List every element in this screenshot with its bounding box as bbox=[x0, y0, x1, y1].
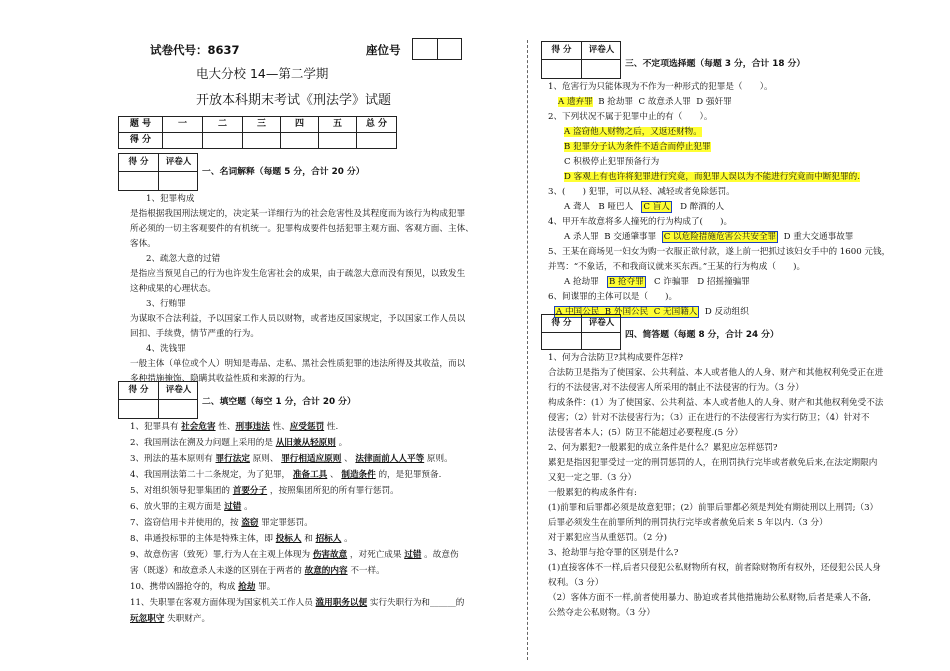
blank-answer: 过错 bbox=[404, 550, 422, 560]
section2-title: 二、填空题（每空 1 分，合计 20 分） bbox=[202, 397, 356, 407]
option-selected: A 中国公民 B 外国公民 C 无国籍人 bbox=[556, 307, 698, 317]
section1-content bbox=[130, 193, 525, 388]
seat-number-box bbox=[412, 38, 462, 60]
option-selected: A 遗弃罪 bbox=[558, 97, 593, 107]
option-row: A 中国公民 B 外国公民 C 无国籍人 D 反动组织 bbox=[556, 307, 749, 317]
fill-item: 9、故意伤害（致死）罪,行为人在主观上体现为 伤害故意 ，对死亡成果 过错 。故意伤 bbox=[130, 550, 459, 560]
blank-answer: 应受惩罚 bbox=[289, 422, 325, 432]
grader-box: 得 分 评卷人 bbox=[118, 381, 198, 419]
section1-line: 是指应当预见自己的行为也许发生危害社会的成果，由于疏忽大意而没有预见，以致发生 bbox=[130, 269, 466, 279]
option-row: A 遗弃罪 B 抢劫罪 C 故意杀人罪 D 强奸罪 bbox=[558, 97, 732, 107]
section1-line: 多种措施掩饰、隐瞒其收益性质和来源的行为。 bbox=[130, 374, 311, 384]
column-divider bbox=[527, 40, 528, 660]
section1-line: 一般主体（单位或个人）明知是毒品、走私、黑社会性质犯罪的违法所得及其收益，而以 bbox=[130, 359, 466, 369]
answer-line: 后罪必须发生在前罪所判的刑罚执行完毕或者赦免后来 5 年以内.（3 分） bbox=[548, 518, 828, 528]
paper-code: 试卷代号：8637 bbox=[150, 43, 240, 57]
blank-answer: 罪行相适应原则 bbox=[281, 454, 342, 464]
blank-answer: 从旧兼从轻原则 bbox=[275, 438, 336, 448]
blank-answer: 罪行法定 bbox=[215, 454, 250, 464]
option-selected: B 犯罪分子认为条件不适合而停止犯罪 bbox=[564, 142, 711, 152]
score-table bbox=[118, 116, 397, 149]
score-table-header: 题 号 bbox=[119, 117, 163, 133]
blank-answer: 投标人 bbox=[275, 534, 302, 544]
answer-line: (1)直接客体不一样,后者只侵犯公私财物所有权，前者除财物所有权外，还侵犯公民人身 bbox=[548, 563, 881, 573]
option-row: C 积极停止犯罪预备行为 bbox=[564, 157, 660, 167]
blank-answer: 准备工具 bbox=[292, 470, 328, 480]
score-table-header: 五 bbox=[319, 117, 357, 133]
question: 6、间谍罪的主体可以是（ )。 bbox=[548, 292, 678, 302]
fill-item: 4、我国刑法第二十二条规定，为了犯罪， 准备工具 、 制造条件 的，是犯罪预备. bbox=[130, 470, 442, 480]
blank-answer: 社会危害 bbox=[181, 422, 216, 432]
section2-content bbox=[130, 421, 525, 629]
fill-item: 10、携带凶器抢夺的，构成 抢劫 罪。 bbox=[130, 582, 276, 592]
answer-line: 法侵害者本人；(5）防卫不能超过必要程度.(5 分） bbox=[548, 428, 743, 438]
option-row bbox=[548, 141, 943, 156]
answer-line: 构成条件：(1）为了使国家、公共利益、本人或者他人的人身、财产和其他权利免受不法 bbox=[548, 398, 884, 408]
answer-line: (1)前罪和后罪都必须是故意犯罪；(2）前罪后罪都必须是判处有期徒刑以上刑罚;（3） bbox=[548, 503, 879, 513]
section3-content bbox=[548, 81, 943, 321]
fill-item: 11、失职罪在客观方面体现为国家机关工作人员 滥用职务以便 实行失职行为和______的 bbox=[130, 598, 465, 608]
grader-box: 得 分 评卷人 bbox=[118, 153, 198, 191]
score-table-header: 四 bbox=[281, 117, 319, 133]
option-selected: C 盲人 bbox=[643, 202, 670, 212]
option-row bbox=[548, 171, 943, 186]
score-table-header: 二 bbox=[203, 117, 243, 133]
option-selected: C 以危险措施危害公共安全罪 bbox=[663, 232, 777, 242]
score-table-row-label: 得 分 bbox=[119, 133, 163, 149]
question: 并骂：“不象话，不和我商议就来买东西。”王某的行为构成（ )。 bbox=[548, 262, 806, 272]
section1-line: 是指根据我国刑法规定的，决定某一详细行为的社会危害性及其程度而为该行为构成犯罪 bbox=[130, 209, 466, 219]
blank-answer: 招标人 bbox=[315, 534, 342, 544]
section1-line: 回扣、手续费，情节严重的行为。 bbox=[130, 329, 259, 339]
option-row: A 抢劫罪 B 抢夺罪 C 诈骗罪 D 招摇撞骗罪 bbox=[564, 277, 750, 287]
option-selected: B 抢夺罪 bbox=[608, 277, 644, 287]
answer-line: 权利。（3 分） bbox=[548, 578, 604, 588]
answer-line: 公然夺走公私财物。（3 分） bbox=[548, 608, 656, 618]
fill-item: 6、放火罪的主观方面是 过错 。 bbox=[130, 502, 253, 512]
section3-title: 三、不定项选择题（每题 3 分，合计 18 分） bbox=[625, 59, 806, 69]
question: 1、危害行为只能体现为不作为一种形式的犯罪是（ ）。 bbox=[548, 82, 773, 92]
answer-line: 1、何为合法防卫?其构成要件怎样? bbox=[548, 353, 683, 363]
blank-answer: 玩忽职守 bbox=[130, 614, 165, 624]
section1-line: 为谋取不合法利益，予以国家工作人员以财物，或者违反国家规定，予以国家工作人员以 bbox=[130, 314, 466, 324]
answer-line: （2）客体方面不一样,前者使用暴力、胁迫或者其他措施劫公私财物,后者是乘人不备, bbox=[548, 593, 872, 603]
section1-line: 所必须的一切主客观要件的有机统一。犯罪构成要件包括犯罪主观方面、客观方面、主体、 bbox=[130, 224, 474, 234]
answer-line: 又犯一定之罪.（3 分） bbox=[548, 473, 637, 483]
blank-answer: 滥用职务以便 bbox=[315, 598, 368, 608]
blank-answer: 过错 bbox=[224, 502, 242, 512]
option-selected: D 客观上有也许将犯罪进行究竟，而犯罪人误以为不能进行究竟而中断犯罪的. bbox=[564, 172, 860, 182]
score-table-header: 三 bbox=[243, 117, 281, 133]
section1-line: 这种成果的心理状态。 bbox=[130, 284, 216, 294]
question: 5、王某在商场见一妇女为购一衣服正欲付款，遂上前一把抓过该妇女手中的 1600 元钱， bbox=[548, 247, 891, 257]
fill-item: 玩忽职守 失职财产。 bbox=[130, 614, 211, 624]
blank-answer: 伤害故意 bbox=[312, 550, 348, 560]
option-row: A 杀人罪 B 交通肇事罪 C 以危险措施危害公共安全罪 D 重大交通事故罪 bbox=[564, 232, 854, 242]
section1-line: 3、行贿罪 bbox=[146, 299, 186, 309]
section1-line: 1、犯罪构成 bbox=[146, 194, 195, 204]
answer-line: 3、抢劫罪与抢夺罪的区别是什么? bbox=[548, 548, 679, 558]
question: 3、( ) 犯罪，可以从轻、减轻或者免除惩罚。 bbox=[548, 187, 735, 197]
blank-answer: 首要分子 bbox=[232, 486, 268, 496]
section1-title: 一、名词解释（每题 5 分，合计 20 分） bbox=[202, 167, 365, 177]
answer-line: 一般累犯的构成条件有: bbox=[548, 488, 637, 498]
grader-box: 得 分 评卷人 bbox=[541, 314, 621, 350]
answer-line: 累犯是指因犯罪受过一定的刑罚惩罚的人，在刑罚执行完毕或者赦免后来,在法定期限内 bbox=[548, 458, 878, 468]
blank-answer: 法律面前人人平等 bbox=[355, 454, 425, 464]
seat-label: 座位号 bbox=[366, 43, 401, 57]
blank-answer: 抢劫 bbox=[238, 582, 256, 592]
grader-box: 得 分 评卷人 bbox=[541, 41, 621, 79]
fill-item: 害（既遂）和故意杀人未遂的区别在于两者的 故意的内容 不一样。 bbox=[130, 566, 385, 576]
section1-line: 2、疏忽大意的过错 bbox=[146, 254, 221, 264]
option-row: A 聋人 B 哑巴人 C 盲人 D 醉酒的人 bbox=[564, 202, 725, 212]
question: 4、甲开车故意将多人撞死的行为构成了( )。 bbox=[548, 217, 733, 227]
exam-title: 开放本科期末考试《刑法学》试题 bbox=[196, 93, 392, 108]
option-selected: A 盗窃他人财物之后，又返还财物。 bbox=[564, 127, 702, 137]
blank-answer: 刑事违法 bbox=[235, 422, 270, 432]
answer-line: 2、何为累犯?一般累犯的成立条件是什么？累犯应怎样惩罚? bbox=[548, 443, 778, 453]
fill-item: 5、对组织领导犯罪集团的 首要分子 ，按照集团所犯的所有罪行惩罚。 bbox=[130, 486, 399, 496]
question: 2、下列状况不属于犯罪中止的有（ ）。 bbox=[548, 112, 713, 122]
option-row bbox=[548, 126, 943, 141]
answer-line: 侵害；（2）针对不法侵害行为；（3）正在进行的不法侵害行为实行防卫；（4）针对不 bbox=[548, 413, 870, 423]
score-table-header: 一 bbox=[163, 117, 203, 133]
answer-line: 行的不法侵害,对不法侵害人所采用的制止不法侵害的行为。（3 分） bbox=[548, 383, 804, 393]
section1-line: 4、洗钱罪 bbox=[146, 344, 186, 354]
section4-title: 四、简答题（每题 8 分，合计 24 分） bbox=[625, 330, 779, 340]
score-table-header: 总 分 bbox=[357, 117, 397, 133]
answer-line: 对于累犯应当从重惩罚。（2 分) bbox=[548, 533, 667, 543]
fill-item: 2、我国刑法在溯及力问题上采用的是 从旧兼从轻原则 。 bbox=[130, 438, 348, 448]
fill-item: 8、串通投标罪的主体是特殊主体，即 投标人 和 招标人 。 bbox=[130, 534, 353, 544]
fill-item: 3、刑法的基本原则有 罪行法定 原则、 罪行相适应原则 、 法律面前人人平等 原则。 bbox=[130, 454, 453, 464]
blank-answer: 盗窃 bbox=[241, 518, 259, 528]
section4-content bbox=[548, 352, 946, 622]
blank-answer: 制造条件 bbox=[341, 470, 376, 480]
fill-item: 1、犯罪具有 社会危害 性、刑事违法 性、应受惩罚 性. bbox=[130, 422, 339, 432]
school-term: 电大分校 14—第二学期 bbox=[196, 66, 329, 81]
section1-line: 客体。 bbox=[130, 239, 156, 249]
fill-item: 7、盗窃信用卡并使用的，按 盗窃 罪定罪惩罚。 bbox=[130, 518, 313, 528]
answer-line: 合法防卫是指为了使国家、公共利益、本人或者他人的人身、财产和其他权利免受正在进 bbox=[548, 368, 884, 378]
blank-answer: 故意的内容 bbox=[304, 566, 348, 576]
